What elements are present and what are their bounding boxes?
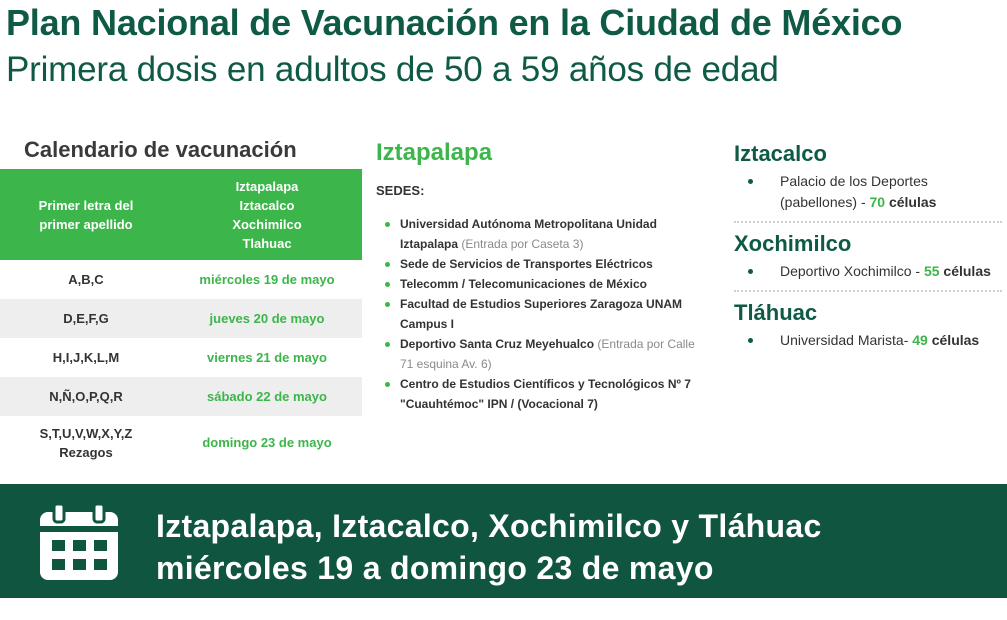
- alcaldia-title: Xochimilco: [734, 231, 852, 256]
- alcaldias-column: [734, 141, 1002, 351]
- table-row: [0, 260, 362, 299]
- sedes-label: SEDES:: [376, 183, 425, 198]
- table-row: [0, 377, 362, 416]
- divider: [734, 221, 1002, 223]
- calendar-header-letters: [0, 169, 172, 260]
- cell-count: 49: [912, 332, 928, 348]
- site-name: Telecomm / Telecomunicaciones de México: [400, 277, 647, 291]
- row-date: miércoles 19 de mayo: [199, 272, 335, 287]
- row-letters: [0, 424, 172, 462]
- banner-alcaldias: Iztapalapa, Iztacalco, Xochimilco y Tláhuac: [156, 508, 822, 544]
- header-alcaldia: Tlahuac: [242, 235, 292, 251]
- header-alcaldia: Iztacalco: [239, 197, 295, 213]
- alcaldia-site: [734, 330, 1002, 351]
- table-row: [0, 338, 362, 377]
- calendar-icon: [38, 504, 120, 582]
- row-date: viernes 21 de mayo: [207, 350, 327, 365]
- site-name: Universidad Marista-: [780, 332, 909, 348]
- calendar-header-row: [0, 169, 362, 260]
- list-item: [384, 214, 704, 254]
- list-item: [384, 254, 704, 274]
- list-item: [384, 294, 704, 334]
- site-note: (Entrada por Caseta 3): [461, 237, 584, 251]
- bottom-banner: [0, 484, 1007, 598]
- row-letters: D,E,F,G: [63, 311, 109, 326]
- site-name: Deportivo Xochimilco -: [780, 263, 921, 279]
- alcaldia-title: Iztacalco: [734, 141, 827, 166]
- divider: [734, 290, 1002, 292]
- cell-unit: células: [888, 194, 937, 210]
- cell-count: 55: [923, 263, 940, 279]
- calendar-header-alcaldias: [172, 169, 362, 260]
- header-alcaldia: Iztapalapa: [235, 178, 299, 194]
- header-letters-line: primer apellido: [39, 216, 133, 232]
- list-item: [384, 374, 704, 414]
- list-item: [384, 334, 704, 374]
- sites-list: [384, 214, 704, 414]
- site-name: Centro de Estudios Científicos y Tecnológicos Nº 7 "Cuauhtémoc" IPN / (Vocacional 7): [400, 377, 691, 411]
- calendar-title: Calendario de vacunación: [24, 137, 297, 162]
- calendar-table: [0, 169, 362, 469]
- alcaldia-title: Tláhuac: [734, 300, 818, 325]
- alcaldia-site: [734, 261, 1002, 282]
- site-name: Palacio de los Deportes (pabellones) -: [780, 173, 928, 210]
- page-title: Plan Nacional de Vacunación en la Ciudad de México: [6, 2, 903, 43]
- page-subtitle: Primera dosis en adultos de 50 a 59 años de edad: [6, 50, 779, 89]
- row-letters: A,B,C: [68, 272, 104, 287]
- site-name: Sede de Servicios de Transportes Eléctricos: [400, 257, 653, 271]
- row-letters: N,Ñ,O,P,Q,R: [49, 389, 123, 404]
- list-item: [384, 274, 704, 294]
- site-name: Deportivo Santa Cruz Meyehualco: [400, 337, 595, 351]
- cell-unit: células: [943, 263, 991, 279]
- site-name: Facultad de Estudios Superiores Zaragoza UNAM Campus I: [400, 297, 683, 331]
- row-date: jueves 20 de mayo: [209, 311, 325, 326]
- table-row: [0, 299, 362, 338]
- row-letters-extra: Rezagos: [59, 444, 113, 460]
- row-date: domingo 23 de mayo: [202, 435, 332, 450]
- row-date: sábado 22 de mayo: [207, 389, 327, 404]
- table-row: [0, 416, 362, 469]
- banner-dates: miércoles 19 a domingo 23 de mayo: [156, 550, 714, 586]
- cell-unit: células: [931, 332, 980, 348]
- row-letters: H,I,J,K,L,M: [52, 350, 120, 365]
- cell-count: 70: [869, 194, 886, 210]
- site-note: (Entrada por Calle 71 esquina Av. 6): [400, 337, 695, 371]
- alcaldia-site: [734, 171, 1002, 213]
- site-name: Universidad Autónoma Metropolitana Unidad Iztapalapa: [400, 217, 657, 251]
- header-alcaldia: Xochimilco: [232, 216, 302, 232]
- row-letters-line: S,T,U,V,W,X,Y,Z: [39, 425, 133, 441]
- header-letters-line: Primer letra del: [38, 197, 134, 213]
- iztapalapa-title: Iztapalapa: [376, 139, 493, 166]
